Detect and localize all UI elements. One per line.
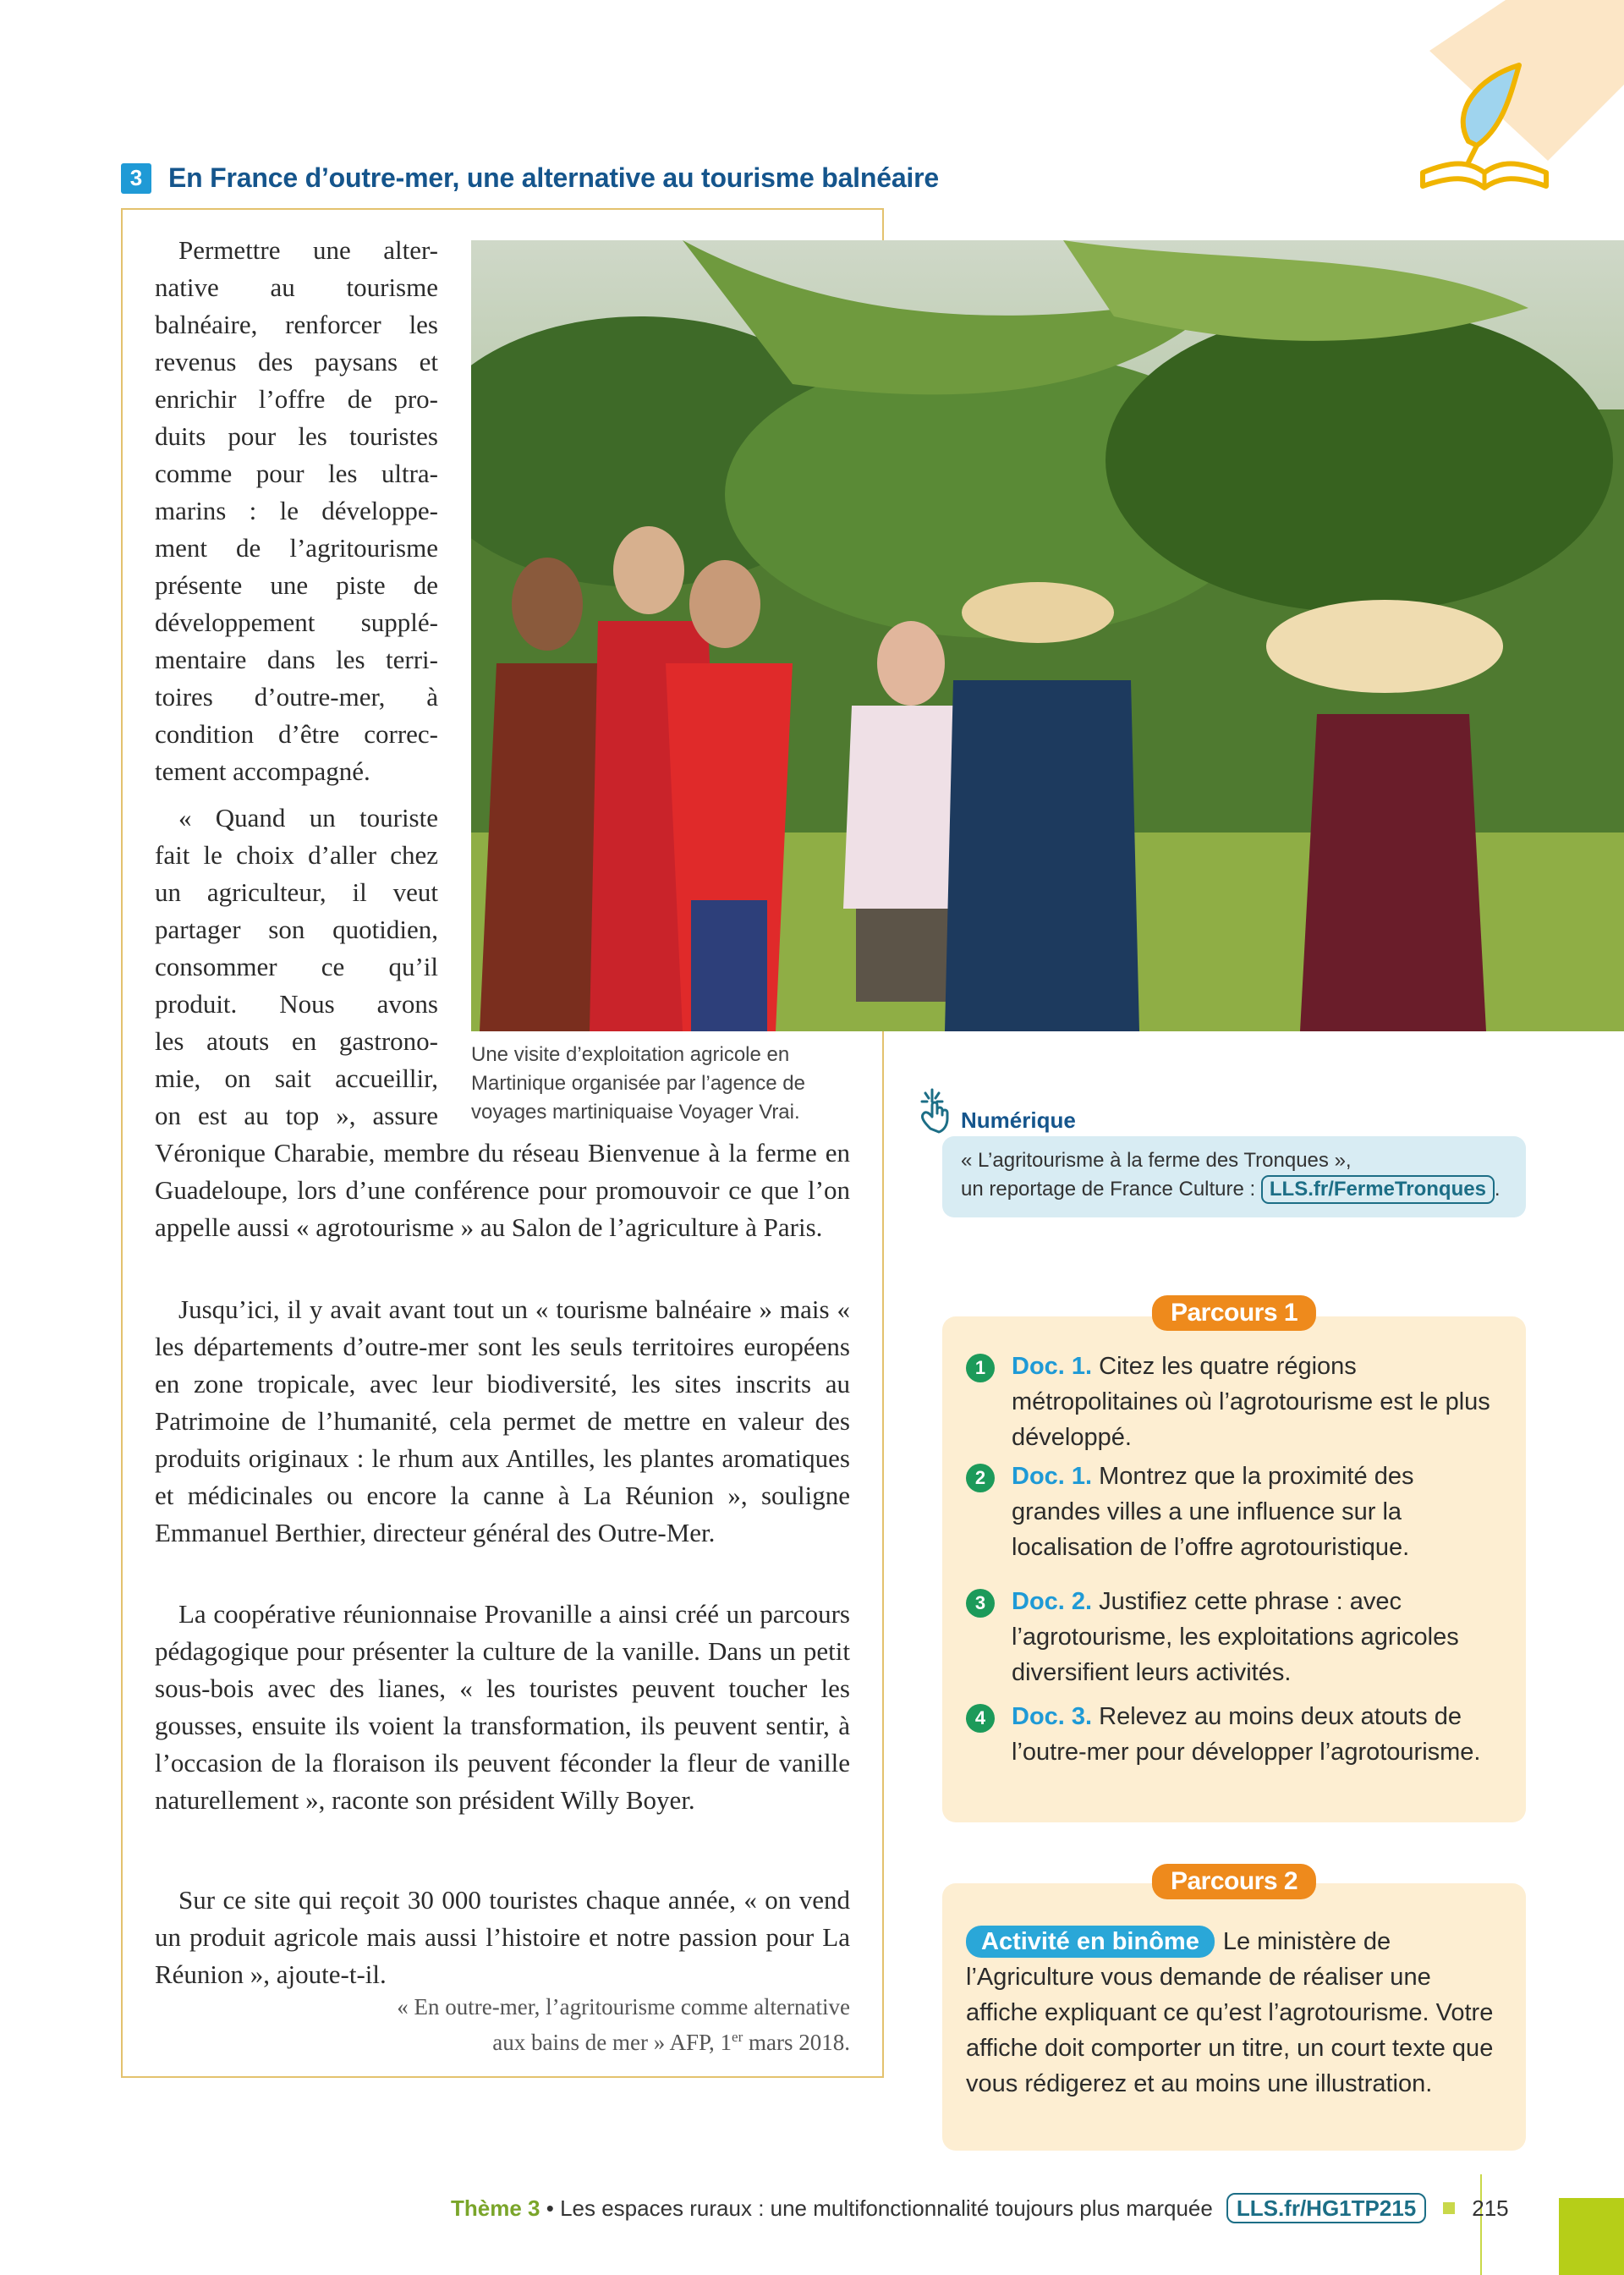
question-body-1: Citez les quatre régions métropolitaines où l’agrotourisme est le plus développé. — [1012, 1353, 1490, 1451]
question-number-4: 4 — [966, 1704, 995, 1733]
narrow1-line: balnéaire, renforcer les — [155, 310, 438, 339]
question-number-3: 3 — [966, 1589, 995, 1618]
footer-theme: Thème 3 — [451, 2195, 540, 2221]
narrow1-line: marins : le développe- — [155, 496, 438, 525]
numerique-line-1: « L’agritourisme à la ferme des Tronques », — [961, 1149, 1352, 1172]
ferme-tronques-link[interactable]: LLS.fr/FermeTronques — [1261, 1175, 1495, 1204]
photo-caption — [471, 1041, 860, 1127]
parcours-1-box — [942, 1316, 1526, 1822]
page-footer — [451, 2193, 1509, 2223]
footer-square — [1443, 2202, 1455, 2214]
narrow1-line: duits pour les touristes — [155, 421, 438, 451]
doc-ref-4: Doc. 3. — [1012, 1703, 1093, 1730]
question-text-4 — [1012, 1699, 1507, 1770]
numerique-box — [942, 1136, 1526, 1217]
article-paragraph-3: Jusqu’ici, il y avait avant tout un « tourisme balnéaire » mais « les départements d’outre-mer sont les seuls territoires européens en zone tropicale, avec leur biodiversité, les sites inscrits au Patrimoine de l’humanité, cela permet de mettre en valeur des produits originaux : le rhum aux Antilles, les plantes aromatiques et médicinales ou encore la canne à La Réunion », souligne Emmanuel Berthier, directeur général des Outre-Mer. — [155, 1294, 850, 1547]
narrow1-line: revenus des paysans et — [155, 347, 438, 376]
article-paragraph-4: La coopérative réunionnaise Provanille a ainsi créé un parcours pédagogique pour présenter la culture de la vanille. Dans un petit sous-bois avec des lianes, « les touristes peuvent toucher les gousses, ensuite ils voient la transformation, ils peuvent sentir, à l’occasion de la floraison ils peuvent féconder la fleur de vanille naturellement », raconte son président Willy Boyer. — [155, 1599, 850, 1815]
narrow1-line: développement supplé- — [155, 607, 438, 637]
source-line-2a: aux bains de mer » AFP, 1 — [492, 2030, 732, 2055]
doc-number: 3 — [121, 163, 151, 194]
parcours-1-tag: Parcours 1 — [1152, 1295, 1316, 1331]
footer-separator: • — [540, 2195, 561, 2221]
narrow1-line: native au tourisme — [155, 272, 438, 302]
question-text-3 — [1012, 1584, 1507, 1690]
doc-ref-3: Doc. 2. — [1012, 1588, 1093, 1615]
parcours-2-tag: Parcours 2 — [1152, 1864, 1316, 1899]
numerique-label — [915, 1085, 1076, 1135]
narrow1-line: comme pour les ultra- — [155, 459, 438, 488]
source-line-2 — [155, 2022, 850, 2058]
narrow2-line: on est au top », assure — [155, 1101, 438, 1130]
caption-line-2: Martinique organisée par l’agence de — [471, 1072, 805, 1095]
doc-title: En France d’outre-mer, une alternative au tourisme balnéaire — [168, 162, 939, 193]
article-paragraph-2-start — [155, 800, 438, 1135]
parcours-2-body: Le ministère de l’Agriculture vous demande de réaliser une affiche expliquant ce qu’est l’agrotourisme. Votre affiche doit comporter un titre, un court texte que vous rédigerez et au moins une illustration. — [966, 1928, 1494, 2097]
narrow1-line: ment de l’agritourisme — [155, 533, 438, 563]
doc-heading — [121, 162, 939, 194]
farm-visit-photo — [471, 240, 1624, 1031]
numerique-after: . — [1494, 1178, 1501, 1201]
question-body-4: Relevez au moins deux atouts de l’outre-mer pour développer l’agrotourisme. — [1012, 1703, 1481, 1766]
narrow1-line: toires d’outre-mer, à — [155, 682, 438, 712]
source-line-2b: mars 2018. — [743, 2030, 850, 2055]
caption-line-3: voyages martiniquaise Voyager Vrai. — [471, 1101, 800, 1124]
doc-ref-2: Doc. 1. — [1012, 1463, 1093, 1490]
page-number: 215 — [1472, 2195, 1509, 2221]
article-paragraph-5: Sur ce site qui reçoit 30 000 touristes chaque année, « on vend un produit agricole mais aussi l’histoire et notre passion pour La Réunion », ajoute-t-il. — [155, 1885, 850, 1989]
footer-rule — [1480, 2174, 1482, 2275]
narrow1-line: enrichir l’offre de pro- — [155, 384, 438, 414]
question-body-3: Justifiez cette phrase : avec l’agrotourisme, les exploitations agricoles diversifient leurs activités. — [1012, 1588, 1459, 1686]
question-text-2 — [1012, 1459, 1507, 1565]
narrow1-line: présente une piste de — [155, 570, 438, 600]
numerique-line-2-text: un reportage de France Culture : — [961, 1178, 1261, 1201]
numerique-line-2 — [961, 1175, 1507, 1204]
narrow2-line: produit. Nous avons — [155, 989, 438, 1019]
parcours-2-text — [966, 1924, 1504, 2102]
narrow1-line: mentaire dans les terri- — [155, 645, 438, 674]
narrow2-line: « Quand un touriste — [178, 803, 438, 833]
narrow2-line: un agriculteur, il veut — [155, 877, 438, 907]
doc-ref-1: Doc. 1. — [1012, 1353, 1093, 1380]
question-2 — [966, 1459, 1507, 1565]
narrow1-line: condition d’être correc- — [155, 719, 438, 749]
article-paragraph-2-end: Véronique Charabie, membre du réseau Bienvenue à la ferme en Guadeloupe, lors d’une conférence pour promouvoir ce que l’on appelle aussi « agrotourisme » au Salon de l’agriculture à Paris. — [155, 1138, 850, 1242]
narrow2-line: fait le choix d’aller chez — [155, 840, 438, 870]
question-4 — [966, 1699, 1507, 1770]
question-3 — [966, 1584, 1507, 1690]
source-sup: er — [732, 2029, 743, 2045]
narrow2-line: les atouts en gastrono- — [155, 1026, 438, 1056]
question-number-2: 2 — [966, 1464, 995, 1492]
question-text-1 — [1012, 1349, 1507, 1455]
narrow1-line: Permettre une alter- — [178, 235, 438, 265]
page-tab — [1559, 2198, 1624, 2275]
article-source — [155, 1992, 850, 2058]
article-paragraph-1 — [155, 232, 438, 790]
quill-book-icon — [1418, 61, 1551, 196]
narrow2-line: mie, on sait accueillir, — [155, 1063, 438, 1093]
narrow2-line: consommer ce qu’il — [155, 952, 438, 981]
narrow2-line: partager son quotidien, — [155, 915, 438, 944]
numerique-title: Numérique — [961, 1107, 1076, 1133]
parcours-2-box — [942, 1883, 1526, 2151]
caption-line-1: Une visite d’exploitation agricole en — [471, 1043, 790, 1066]
footer-link[interactable]: LLS.fr/HG1TP215 — [1226, 2193, 1426, 2223]
pointing-hand-icon — [915, 1085, 959, 1135]
question-1 — [966, 1349, 1507, 1455]
question-number-1: 1 — [966, 1354, 995, 1382]
question-body-2: Montrez que la proximité des grandes villes a une influence sur la localisation de l’offre agrotouristique. — [1012, 1463, 1414, 1561]
activity-binome-tag: Activité en binôme — [966, 1926, 1215, 1958]
source-line-1: « En outre-mer, l’agritourisme comme alternative — [397, 1994, 850, 2019]
footer-subtitle: Les espaces ruraux : une multifonctionnalité toujours plus marquée — [560, 2195, 1213, 2221]
narrow1-line: tement accompagné. — [155, 756, 370, 786]
